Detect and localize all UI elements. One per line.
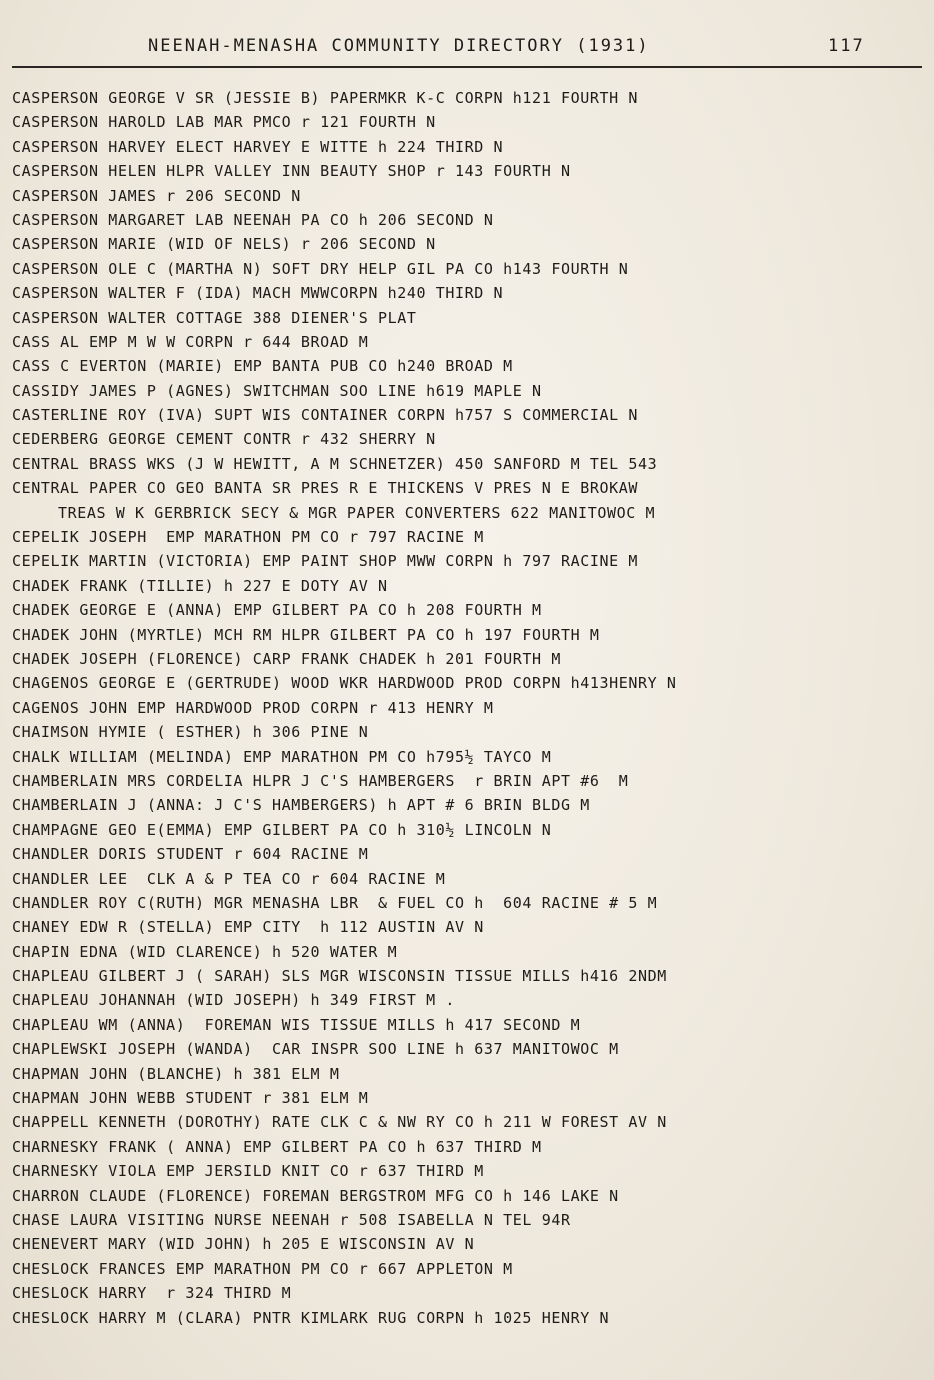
directory-entry: CEPELIK JOSEPH EMP MARATHON PM CO r 797 RACINE M [12, 528, 484, 547]
directory-entry: CHAMPAGNE GEO E(EMMA) EMP GILBERT PA CO h 310½ LINCOLN N [12, 820, 552, 839]
directory-entry: CHANEY EDW R (STELLA) EMP CITY h 112 AUSTIN AV N [12, 918, 484, 937]
directory-entry: CHARNESKY FRANK ( ANNA) EMP GILBERT PA CO h 637 THIRD M [12, 1137, 542, 1156]
directory-entry: CHADEK FRANK (TILLIE) h 227 E DOTY AV N [12, 576, 388, 595]
page-header [0, 36, 934, 64]
directory-entry: CHAIMSON HYMIE ( ESTHER) h 306 PINE N [12, 723, 369, 742]
directory-entry: CHESLOCK FRANCES EMP MARATHON PM CO r 667 APPLETON M [12, 1259, 513, 1278]
directory-entry: CHAPLEAU WM (ANNA) FOREMAN WIS TISSUE MILLS h 417 SECOND M [12, 1015, 581, 1034]
page-number: 117 [828, 36, 865, 56]
directory-entry: CASPERSON HAROLD LAB MAR PMCO r 121 FOURTH N [12, 113, 436, 132]
directory-entry: CASTERLINE ROY (IVA) SUPT WIS CONTAINER CORPN h757 S COMMERCIAL N [12, 406, 638, 425]
directory-entry: CASPERSON HARVEY ELECT HARVEY E WITTE h 224 THIRD N [12, 137, 504, 156]
directory-entry: CASPERSON JAMES r 206 SECOND N [12, 186, 301, 205]
directory-entry: CASPERSON HELEN HLPR VALLEY INN BEAUTY SHOP r 143 FOURTH N [12, 162, 571, 181]
directory-entry: CHESLOCK HARRY r 324 THIRD M [12, 1284, 292, 1303]
directory-entry: CHANDLER ROY C(RUTH) MGR MENASHA LBR & FUEL CO h 604 RACINE # 5 M [12, 893, 658, 912]
directory-entry: CASPERSON WALTER F (IDA) MACH MWWCORPN h240 THIRD N [12, 284, 504, 303]
directory-entry: CHADEK GEORGE E (ANNA) EMP GILBERT PA CO h 208 FOURTH M [12, 601, 542, 620]
directory-entry: CHAPLEAU GILBERT J ( SARAH) SLS MGR WISCONSIN TISSUE MILLS h416 2NDM [12, 967, 667, 986]
directory-entry: CHAPPELL KENNETH (DOROTHY) RATE CLK C & NW RY CO h 211 W FOREST AV N [12, 1113, 667, 1132]
directory-entry: CHAPMAN JOHN (BLANCHE) h 381 ELM M [12, 1064, 340, 1083]
directory-entry: CASPERSON WALTER COTTAGE 388 DIENER'S PLAT [12, 308, 417, 327]
directory-entry: CHADEK JOHN (MYRTLE) MCH RM HLPR GILBERT PA CO h 197 FOURTH M [12, 625, 600, 644]
directory-entry: CAGENOS JOHN EMP HARDWOOD PROD CORPN r 413 HENRY M [12, 698, 494, 717]
directory-entry: CASPERSON OLE C (MARTHA N) SOFT DRY HELP GIL PA CO h143 FOURTH N [12, 259, 629, 278]
directory-entry: CASPERSON GEORGE V SR (JESSIE B) PAPERMKR K-C CORPN h121 FOURTH N [12, 89, 638, 107]
directory-entry: CHASE LAURA VISITING NURSE NEENAH r 508 ISABELLA N TEL 94R [12, 1210, 571, 1229]
directory-entry: CENTRAL BRASS WKS (J W HEWITT, A M SCHNETZER) 450 SANFORD M TEL 543 [12, 454, 658, 473]
directory-entry: CHAPLEWSKI JOSEPH (WANDA) CAR INSPR SOO LINE h 637 MANITOWOC M [12, 1040, 619, 1059]
directory-entry: CHAMBERLAIN J (ANNA: J C'S HAMBERGERS) h APT # 6 BRIN BLDG M [12, 796, 590, 815]
directory-entry: CASS C EVERTON (MARIE) EMP BANTA PUB CO h240 BROAD M [12, 357, 513, 376]
directory-entry: CASS AL EMP M W W CORPN r 644 BROAD M [12, 332, 369, 351]
directory-entry: CHANDLER LEE CLK A & P TEA CO r 604 RACINE M [12, 869, 446, 888]
directory-entry: CHENEVERT MARY (WID JOHN) h 205 E WISCONSIN AV N [12, 1235, 475, 1254]
directory-entry: CASPERSON MARGARET LAB NEENAH PA CO h 206 SECOND N [12, 210, 494, 229]
header-rule [12, 66, 922, 68]
directory-entries [12, 86, 928, 1330]
directory-entry: CASPERSON MARIE (WID OF NELS) r 206 SECOND N [12, 235, 436, 254]
directory-entry: CEDERBERG GEORGE CEMENT CONTR r 432 SHERRY N [12, 430, 436, 449]
directory-entry-continuation: TREAS W K GERBRICK SECY & MGR PAPER CONVERTERS 622 MANITOWOC M [58, 503, 656, 522]
directory-entry: CEPELIK MARTIN (VICTORIA) EMP PAINT SHOP MWW CORPN h 797 RACINE M [12, 552, 638, 571]
directory-title: NEENAH-MENASHA COMMUNITY DIRECTORY (1931) [148, 36, 650, 56]
directory-entry: CHAPLEAU JOHANNAH (WID JOSEPH) h 349 FIRST M . [12, 991, 456, 1010]
directory-entry: CHADEK JOSEPH (FLORENCE) CARP FRANK CHADEK h 201 FOURTH M [12, 649, 561, 668]
directory-entry: CENTRAL PAPER CO GEO BANTA SR PRES R E THICKENS V PRES N E BROKAW [12, 479, 638, 498]
directory-entry: CHANDLER DORIS STUDENT r 604 RACINE M [12, 845, 369, 864]
directory-entry: CHALK WILLIAM (MELINDA) EMP MARATHON PM CO h795½ TAYCO M [12, 747, 552, 766]
directory-entry: CHARRON CLAUDE (FLORENCE) FOREMAN BERGSTROM MFG CO h 146 LAKE N [12, 1186, 619, 1205]
directory-entry: CHAGENOS GEORGE E (GERTRUDE) WOOD WKR HARDWOOD PROD CORPN h413HENRY N [12, 674, 677, 693]
directory-entry: CHAMBERLAIN MRS CORDELIA HLPR J C'S HAMBERGERS r BRIN APT #6 M [12, 771, 629, 790]
directory-entry: CASSIDY JAMES P (AGNES) SWITCHMAN SOO LINE h619 MAPLE N [12, 381, 542, 400]
directory-entry: CHARNESKY VIOLA EMP JERSILD KNIT CO r 637 THIRD M [12, 1162, 484, 1181]
directory-entry: CHAPMAN JOHN WEBB STUDENT r 381 ELM M [12, 1089, 369, 1108]
directory-entry: CHESLOCK HARRY M (CLARA) PNTR KIMLARK RUG CORPN h 1025 HENRY N [12, 1308, 610, 1327]
directory-entry: CHAPIN EDNA (WID CLARENCE) h 520 WATER M [12, 942, 398, 961]
